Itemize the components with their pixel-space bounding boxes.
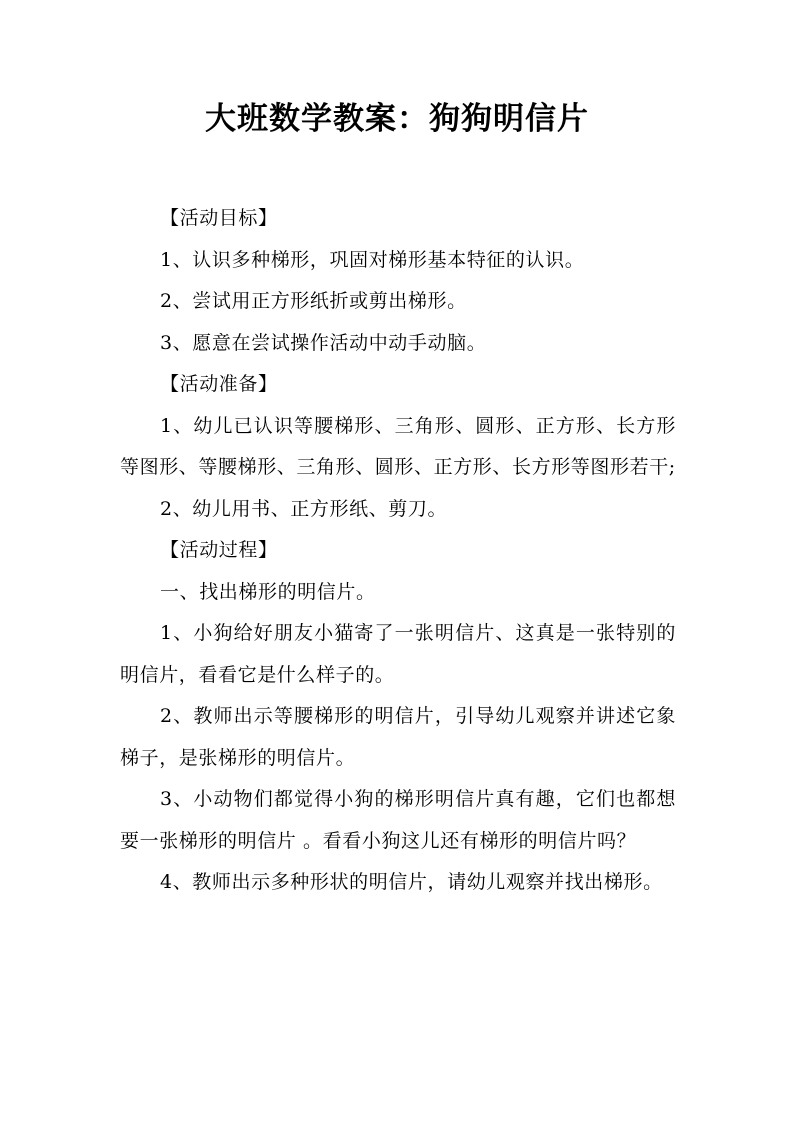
process-step-1: 1、小狗给好朋友小猫寄了一张明信片、这真是一张特别的明信片，看看它是什么样子的。 bbox=[120, 622, 676, 686]
process-step-3: 3、小动物们都觉得小狗的梯形明信片真有趣，它们也都想要一张梯形的明信片 。看看小狗这儿还有梯形的明信片吗？ bbox=[120, 788, 676, 852]
document-body bbox=[120, 198, 676, 904]
preparation-item-2: 2、幼儿用书、正方形纸、剪刀。 bbox=[160, 497, 448, 520]
process-step-2: 2、教师出示等腰梯形的明信片，引导幼儿观察并讲述它象梯子，是张梯形的明信片。 bbox=[120, 705, 676, 769]
document-title: 大班数学教案：狗狗明信片 bbox=[205, 101, 589, 137]
goal-item-3: 3、愿意在尝试操作活动中动手动脑。 bbox=[160, 331, 487, 354]
heading-activity-goals: 【活动目标】 bbox=[160, 207, 278, 229]
process-section-1: 一、找出梯形的明信片。 bbox=[160, 580, 376, 603]
goal-item-1: 1、认识多种梯形，巩固对梯形基本特征的认识。 bbox=[160, 248, 585, 271]
goal-item-2: 2、尝试用正方形纸折或剪出梯形。 bbox=[160, 290, 467, 312]
heading-activity-process: 【活动过程】 bbox=[160, 539, 278, 561]
preparation-item-1: 1、幼儿已认识等腰梯形、三角形、圆形、正方形、长方形等图形、等腰梯形、三角形、圆形、正方形、长方形等图形若干; bbox=[120, 414, 676, 478]
process-step-4: 4、教师出示多种形状的明信片，请幼儿观察并找出梯形。 bbox=[160, 871, 663, 893]
heading-activity-preparation: 【活动准备】 bbox=[160, 373, 278, 395]
